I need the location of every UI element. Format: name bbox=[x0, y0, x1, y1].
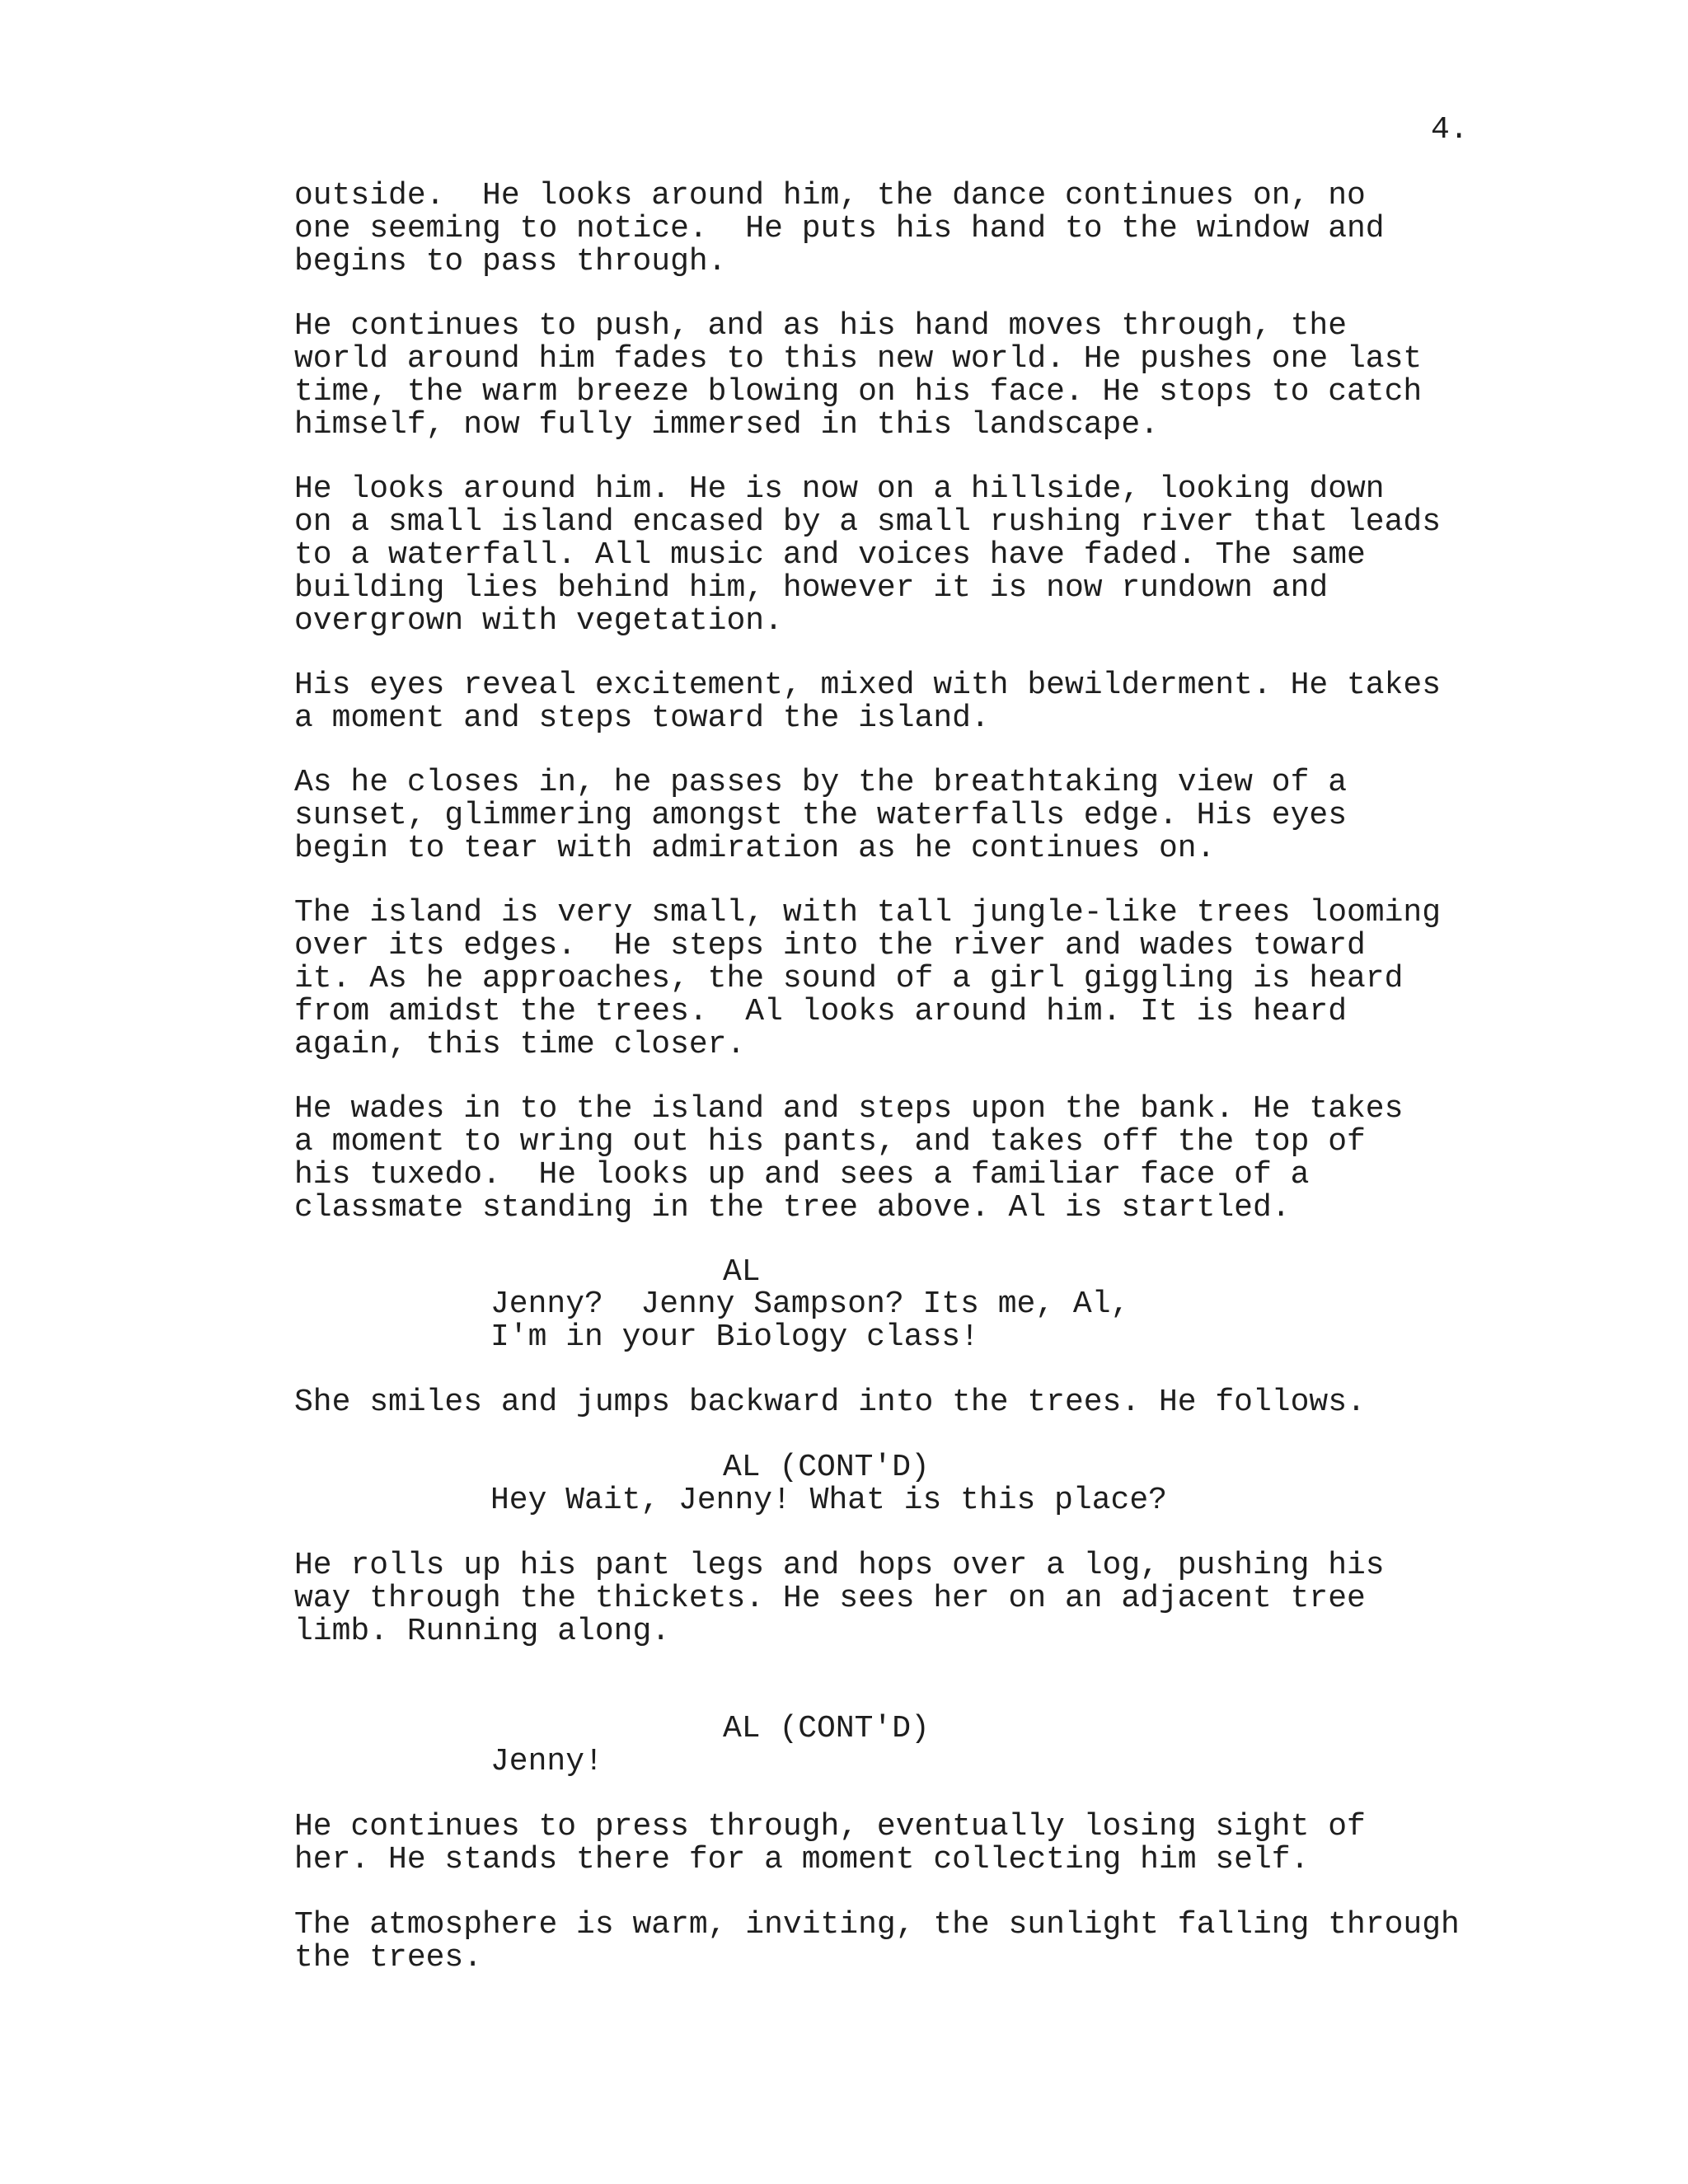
action-paragraph: His eyes reveal excitement, mixed with bewilderment. He takes a moment and steps toward the island. bbox=[294, 668, 1442, 736]
action-paragraph: He continues to press through, eventually losing sight of her. He stands there for a moment collecting him self. bbox=[294, 1809, 1366, 1877]
character-cue: AL (CONT'D) bbox=[723, 1450, 930, 1485]
action-paragraph: The island is very small, with tall jungle-like trees looming over its edges. He steps into the river and wades toward it. As he approaches, the sound of a girl giggling is heard from amidst the trees. Al looks around him. It is heard again, this time closer. bbox=[294, 895, 1442, 1062]
dialogue: Hey Wait, Jenny! What is this place? bbox=[490, 1483, 1167, 1518]
character-cue: AL (CONT'D) bbox=[723, 1711, 930, 1746]
action-paragraph: The atmosphere is warm, inviting, the sunlight falling through the trees. bbox=[294, 1907, 1460, 1975]
action-paragraph: He wades in to the island and steps upon the bank. He takes a moment to wring out his pants, and takes off the top of his tuxedo. He looks up and sees a familiar face of a classmate standing in the tree above. Al is startled. bbox=[294, 1091, 1404, 1226]
action-paragraph: He looks around him. He is now on a hillside, looking down on a small island encased by a small rushing river that leads to a waterfall. All music and voices have faded. The same building lies behind him, however it is now rundown and overgrown with vegetation. bbox=[294, 471, 1442, 639]
character-cue: AL bbox=[723, 1254, 761, 1290]
action-paragraph: As he closes in, he passes by the breathtaking view of a sunset, glimmering amongst the waterfalls edge. His eyes begin to tear with admiration as he continues on. bbox=[294, 765, 1348, 866]
dialogue: Jenny? Jenny Sampson? Its me, Al, I'm in your Biology class! bbox=[490, 1286, 1130, 1355]
action-paragraph: He rolls up his pant legs and hops over a log, pushing his way through the thickets. He sees her on an adjacent tree limb. Running along. bbox=[294, 1548, 1385, 1649]
action-paragraph: outside. He looks around him, the dance continues on, no one seeming to notice. He puts his hand to the window and begins to pass through. bbox=[294, 178, 1385, 279]
action-paragraph: She smiles and jumps backward into the trees. He follows. bbox=[294, 1385, 1366, 1420]
dialogue: Jenny! bbox=[490, 1744, 603, 1779]
action-paragraph: He continues to push, and as his hand moves through, the world around him fades to this new world. He pushes one last time, the warm breeze blowing on his face. He stops to catch himself, now fully immersed in this landscape. bbox=[294, 308, 1423, 443]
page-number: 4. bbox=[1431, 112, 1469, 148]
